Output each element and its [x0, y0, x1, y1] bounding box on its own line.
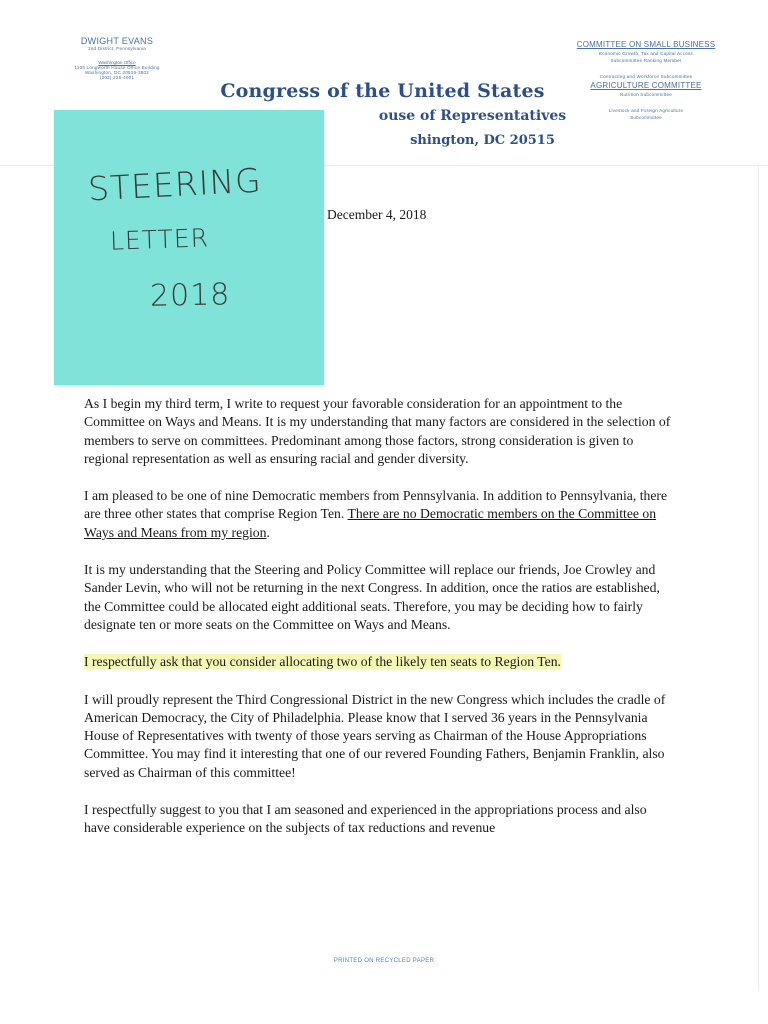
sticky-note	[54, 110, 324, 385]
member-name: DWIGHT EVANS	[80, 36, 154, 46]
committee-agriculture-sub2: Livestock and Foreign Agriculture	[608, 107, 684, 113]
committee-agriculture: AGRICULTURE COMMITTEE	[590, 81, 702, 91]
committee-small-business-sub3: Contracting and Workforce Subcommittee	[599, 73, 693, 79]
committee-small-business-sub1: Economic Growth, Tax and Capital Access	[598, 51, 693, 57]
paragraph-2-text: I am pleased to be one of nine Democratic members from Pennsylvania. In addition to Pennsylvania, there are three other states that comprise Region Ten.	[84, 488, 668, 522]
letter-body	[84, 395, 674, 857]
paragraph-1: As I begin my third term, I write to request your favorable consideration for an appointment to the Committee on Ways and Means. It is my understanding that many factors are considered in the selection of members to serve on committees. Predominant among those factors, strong consideration is given to regional representation as well as ensuring racial and gender diversity.	[84, 396, 671, 466]
paragraph-5: I will proudly represent the Third Congressional District in the new Congress which includes the cradle of American Democracy, the City of Philadelphia. Please know that I served 36 years in the Pennsylvania House of Representatives with twenty of those years serving as Chairman of the House Appropriations Committee. You may find it interesting that one of our revered Founding Fathers, Benjamin Franklin, also served as Chairman of this committee!	[84, 691, 666, 780]
letterhead-title: Congress of the United States	[220, 80, 545, 102]
paragraph-2	[84, 487, 674, 542]
paragraph-3: It is my understanding that the Steering and Policy Committee will replace our friends, Joe Crowley and Sander Levin, who will not be returning in the next Congress. In addition, once the ratios are established, the Committee could be allocated eight additional seats. Therefore, you may be deciding how to fairly designate ten or more seats on the Committee on Ways and Means.	[84, 562, 660, 632]
page-edge	[758, 165, 759, 990]
letter-date: December 4, 2018	[327, 207, 427, 222]
committee-small-business-sub2: Subcommittee Ranking Member	[610, 58, 682, 64]
letterhead-house: ouse of Representatives	[378, 108, 567, 124]
paragraph-4	[84, 653, 674, 671]
sticky-note-line2: LETTER	[109, 223, 210, 256]
committee-info-block	[556, 40, 736, 122]
committee-small-business: COMMITTEE ON SMALL BUSINESS	[576, 40, 716, 49]
sticky-note-line1: STEERING	[87, 160, 263, 209]
paragraph-4-highlighted: I respectfully ask that you consider allocating two of the likely ten seats to Region Ten.	[84, 654, 561, 670]
office-address-line1: 1105 Longworth House Office Building	[74, 64, 160, 70]
member-district: 2nd District, Pennsylvania	[87, 46, 147, 52]
office-address-line2: Washington, DC 20515-3802	[84, 70, 150, 76]
office-heading: Washington Office	[98, 59, 136, 65]
letterhead-city: shington, DC 20515	[410, 133, 555, 148]
committee-agriculture-sub3: Subcommittee	[630, 114, 662, 120]
sticky-note-line3: 2018	[149, 277, 231, 314]
paragraph-2-end: .	[266, 524, 270, 540]
paragraph-6: I respectfully suggest to you that I am seasoned and experienced in the appropriations process and also have considerable experience on the subjects of tax reductions and revenue	[84, 802, 647, 836]
office-phone: (202) 225-4001	[99, 75, 135, 81]
footer-recycled: PRINTED ON RECYCLED PAPER	[333, 958, 435, 964]
paragraph-2-underlined: There are no Democratic members on the Committee on Ways and Means from my region	[84, 506, 657, 540]
member-info-block	[22, 36, 212, 81]
committee-agriculture-sub1: Nutrition Subcommittee	[619, 92, 673, 98]
